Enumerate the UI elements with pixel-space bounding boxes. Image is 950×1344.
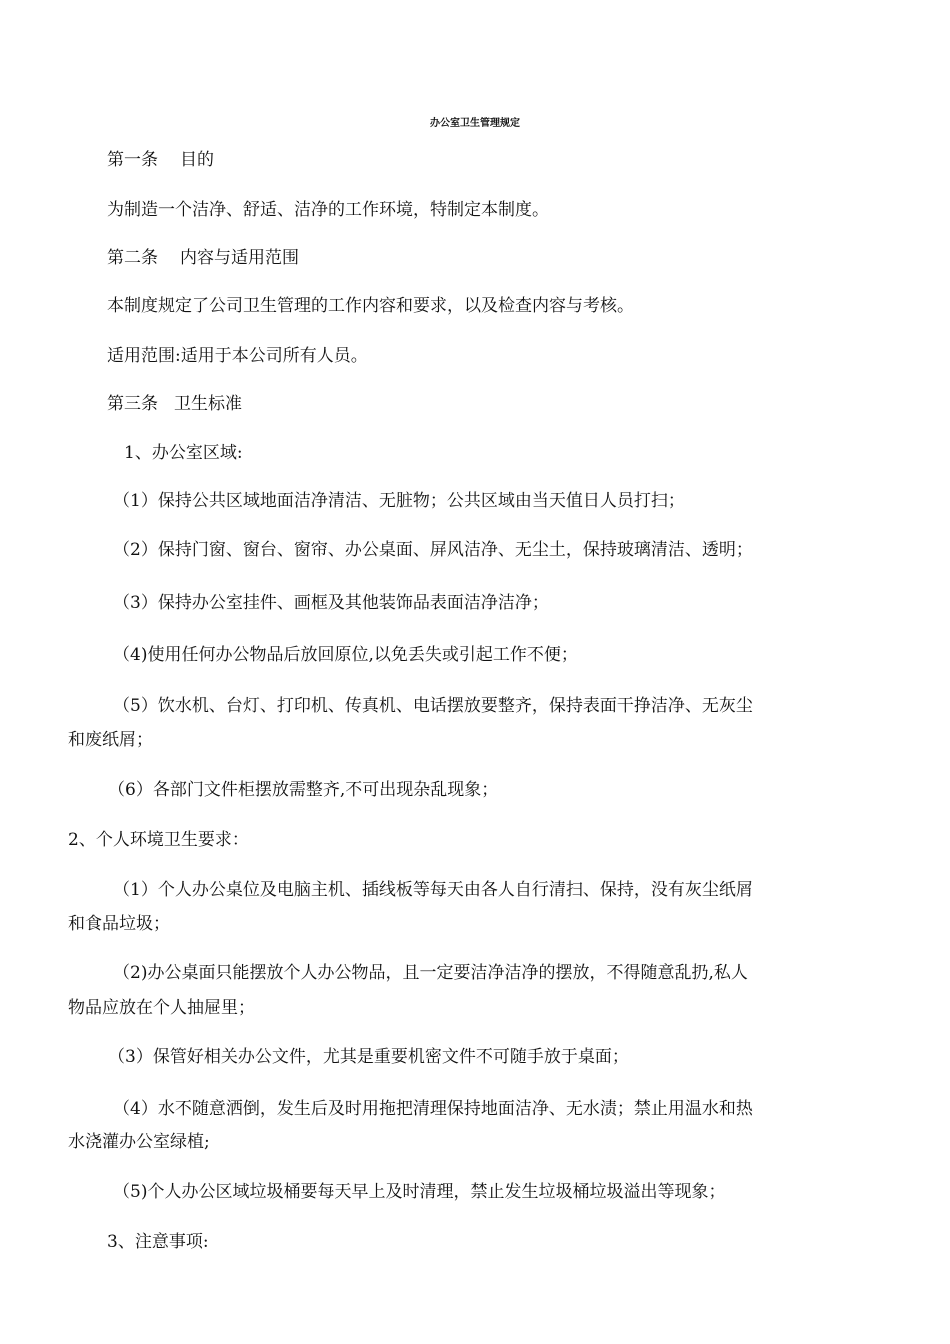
section-1-item-continuation: 和废纸屑； (68, 730, 153, 750)
section-2-item-continuation: 物品应放在个人抽屉里； (68, 998, 255, 1018)
article-2-number: 第二条 (107, 248, 158, 268)
section-1-item: （4)使用任何办公物品后放回原位,以免丢失或引起工作不便； (113, 645, 578, 665)
section-1-item: （5）饮水机、台灯、打印机、传真机、电话摆放要整齐，保持表面干挣洁净、无灰尘 (113, 696, 753, 716)
section-2-item: （5)个人办公区域垃圾桶要每天早上及时清理，禁止发生垃圾桶垃圾溢出等现象； (113, 1182, 726, 1202)
article-1-text: 为制造一个洁净、舒适、洁净的工作环境，特制定本制度。 (107, 200, 549, 220)
section-3-heading: 3、注意事项: (107, 1232, 209, 1252)
section-2-item: （1）个人办公桌位及电脑主机、插线板等每天由各人自行清扫、保持，没有灰尘纸屑 (113, 880, 753, 900)
article-3-name: 卫生标准 (174, 394, 242, 414)
section-1-item: （6）各部门文件柜摆放需整齐,不可出现杂乱现象； (108, 780, 499, 800)
document-title: 办公室卫生管理规定 (430, 118, 520, 129)
section-1-item: （2）保持门窗、窗台、窗帘、办公桌面、屏风洁净、无尘土，保持玻璃清洁、透明； (113, 540, 753, 560)
article-3-number: 第三条 (107, 394, 158, 414)
article-2-scope: 适用范围:适用于本公司所有人员。 (107, 346, 368, 366)
section-1-heading: 1、办公室区域: (124, 443, 243, 463)
section-1-item: （1）保持公共区域地面洁净清洁、无脏物；公共区域由当天值日人员打扫； (113, 491, 685, 511)
article-2-text: 本制度规定了公司卫生管理的工作内容和要求，以及检查内容与考核。 (107, 296, 634, 316)
section-2-item: （3）保管好相关办公文件，尤其是重要机密文件不可随手放于桌面； (108, 1047, 629, 1067)
article-3-heading (107, 394, 242, 414)
section-2-item-continuation: 和食品垃圾； (68, 914, 170, 934)
article-2-heading (107, 248, 299, 268)
article-1-heading (107, 150, 214, 170)
section-2-item: （4）水不随意洒倒，发生后及时用拖把清理保持地面洁净、无水渍；禁止用温水和热 (113, 1099, 753, 1119)
section-2-item-continuation: 水浇灌办公室绿植; (68, 1132, 210, 1152)
article-1-name: 目的 (180, 150, 214, 170)
section-2-item: （2)办公桌面只能摆放个人办公物品，且一定要洁净洁净的摆放，不得随意乱扔,私人 (113, 963, 748, 983)
article-1-number: 第一条 (107, 150, 158, 170)
article-2-name: 内容与适用范围 (180, 248, 299, 268)
section-2-heading: 2、个人环境卫生要求： (68, 830, 249, 850)
section-1-item: （3）保持办公室挂件、画框及其他装饰品表面洁净洁净； (113, 593, 549, 613)
